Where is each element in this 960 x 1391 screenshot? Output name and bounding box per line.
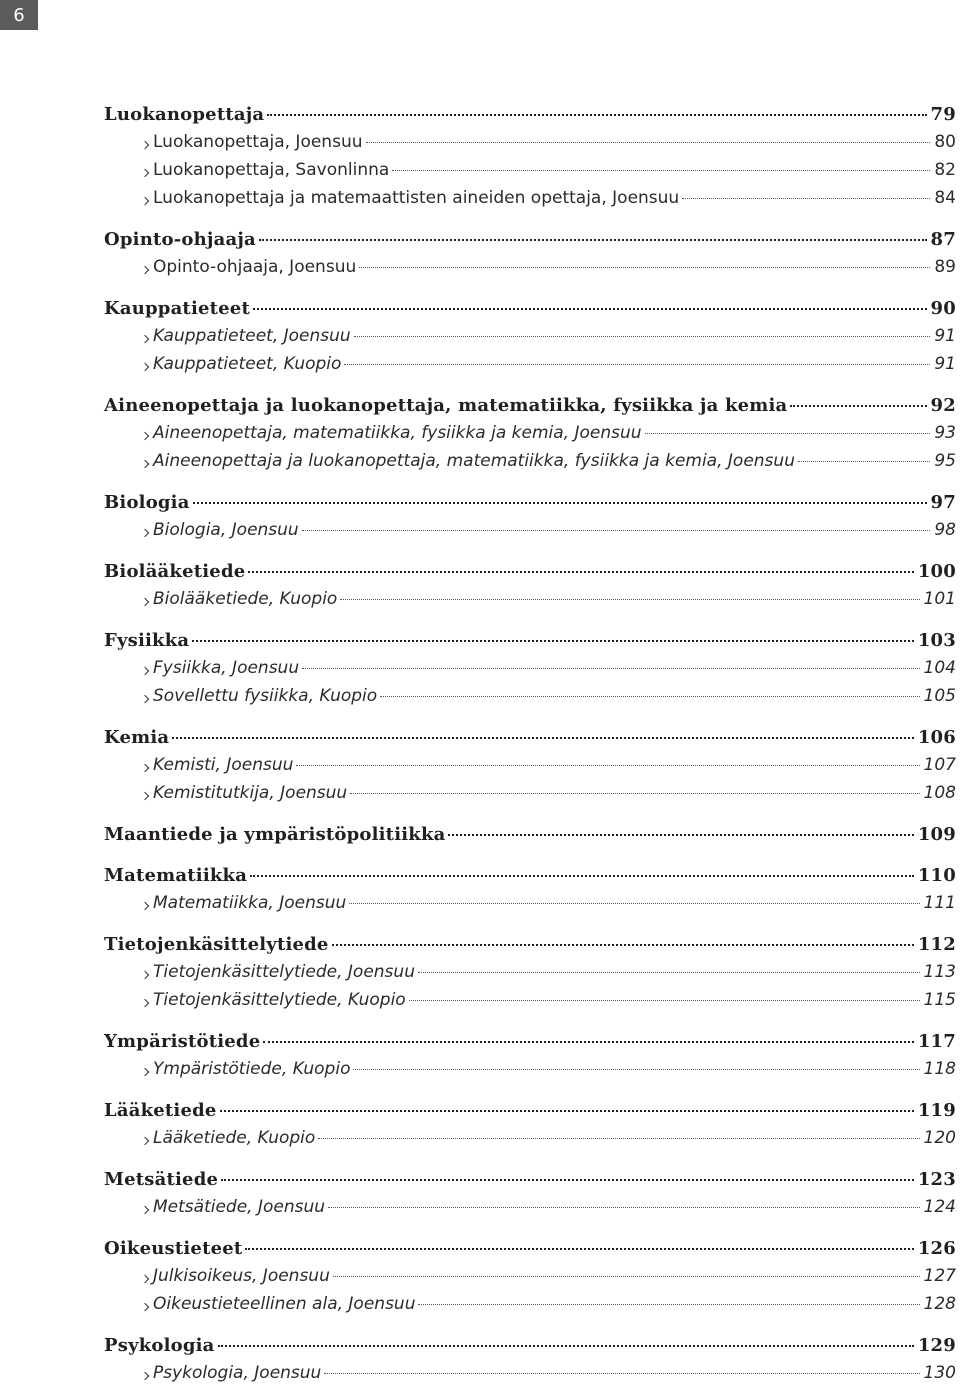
dot-leader <box>193 502 927 504</box>
dot-leader <box>409 1000 920 1001</box>
toc-subentry[interactable] <box>104 1128 956 1156</box>
toc-subentry[interactable] <box>104 1197 956 1225</box>
toc-section-title: Metsätiede <box>104 1169 221 1190</box>
dot-leader <box>448 834 913 836</box>
toc-subentry-title: Kauppatieteet, Joensuu <box>104 326 354 346</box>
dot-leader <box>790 405 926 407</box>
toc-subentry-page: 91 <box>930 326 956 346</box>
toc-subentry-page: 108 <box>920 783 956 803</box>
toc-subentry[interactable] <box>104 257 956 285</box>
dot-leader <box>221 1179 914 1181</box>
toc-section[interactable] <box>104 561 956 589</box>
toc-subentry[interactable] <box>104 589 956 617</box>
toc-subentry-page: 104 <box>920 658 956 678</box>
toc-section-page: 109 <box>914 824 956 845</box>
dot-leader <box>418 972 920 973</box>
section-gap <box>104 1156 956 1169</box>
toc-subentry-page: 113 <box>920 962 956 982</box>
dot-leader <box>418 1304 919 1305</box>
section-gap <box>104 479 956 492</box>
dot-leader <box>353 1069 919 1070</box>
toc-section[interactable] <box>104 1238 956 1266</box>
toc-section[interactable] <box>104 1031 956 1059</box>
dot-leader <box>248 571 913 573</box>
dot-leader <box>302 668 919 669</box>
toc-section-title: Oikeustieteet <box>104 1238 245 1259</box>
dot-leader <box>245 1248 913 1250</box>
toc-section-title: Opinto-ohjaaja <box>104 229 259 250</box>
toc-subentry[interactable] <box>104 520 956 548</box>
dot-leader <box>267 114 926 116</box>
dot-leader <box>259 239 927 241</box>
toc-subentry-title: Biolääketiede, Kuopio <box>104 589 340 609</box>
toc-subentry-title: Aineenopettaja, matematiikka, fysiikka ja kemia, Joensuu <box>104 423 645 443</box>
toc-subentry-page: 80 <box>930 132 956 152</box>
toc-subentry-page: 91 <box>930 354 956 374</box>
toc-subentry[interactable] <box>104 990 956 1018</box>
toc-section-title: Kauppatieteet <box>104 298 253 319</box>
toc-subentry[interactable] <box>104 783 956 811</box>
toc-section[interactable] <box>104 104 956 132</box>
toc-subentry-title: Luokanopettaja, Joensuu <box>104 132 366 152</box>
toc-section-title: Fysiikka <box>104 630 192 651</box>
toc-section-page: 97 <box>927 492 956 513</box>
toc-subentry[interactable] <box>104 893 956 921</box>
toc-section-page: 90 <box>927 298 956 319</box>
dot-leader <box>318 1138 919 1139</box>
section-gap <box>104 1322 956 1335</box>
dot-leader <box>340 599 919 600</box>
toc-subentry-page: 107 <box>920 755 956 775</box>
toc-subentry-page: 95 <box>930 451 956 471</box>
section-gap <box>104 921 956 934</box>
toc-subentry-title: Luokanopettaja ja matemaattisten aineiden opettaja, Joensuu <box>104 188 682 208</box>
toc-section-page: 87 <box>927 229 956 250</box>
dot-leader <box>798 461 930 462</box>
toc-subentry-title: Sovellettu fysiikka, Kuopio <box>104 686 380 706</box>
toc-subentry[interactable] <box>104 1294 956 1322</box>
toc-subentry[interactable] <box>104 132 956 160</box>
toc-section-page: 119 <box>914 1100 956 1121</box>
toc-section[interactable] <box>104 865 956 893</box>
dot-leader <box>392 170 930 171</box>
dot-leader <box>250 875 914 877</box>
toc-subentry-page: 127 <box>920 1266 956 1286</box>
dot-leader <box>253 308 927 310</box>
toc-section-title: Kemia <box>104 727 172 748</box>
section-gap <box>104 714 956 727</box>
toc-subentry-page: 105 <box>920 686 956 706</box>
toc-subentry-title: Psykologia, Joensuu <box>104 1363 324 1383</box>
toc-section-page: 100 <box>914 561 956 582</box>
section-gap <box>104 1087 956 1100</box>
toc-subentry-title: Fysiikka, Joensuu <box>104 658 302 678</box>
dot-leader <box>218 1345 914 1347</box>
toc-section-page: 123 <box>914 1169 956 1190</box>
toc-subentry-page: 128 <box>920 1294 956 1314</box>
section-gap <box>104 285 956 298</box>
toc-subentry-title: Luokanopettaja, Savonlinna <box>104 160 392 180</box>
dot-leader <box>302 530 931 531</box>
toc-section-title: Psykologia <box>104 1335 218 1356</box>
toc-section[interactable] <box>104 229 956 257</box>
toc-section-page: 126 <box>914 1238 956 1259</box>
toc-section-page: 129 <box>914 1335 956 1356</box>
toc-subentry[interactable] <box>104 423 956 451</box>
toc-subentry-page: 93 <box>930 423 956 443</box>
toc-subentry-title: Metsätiede, Joensuu <box>104 1197 328 1217</box>
toc-subentry[interactable] <box>104 1363 956 1391</box>
dot-leader <box>350 793 919 794</box>
toc-section-title: Aineenopettaja ja luokanopettaja, matematiikka, fysiikka ja kemia <box>104 395 790 416</box>
toc-section-page: 112 <box>914 934 956 955</box>
toc-section-title: Biolääketiede <box>104 561 248 582</box>
section-gap <box>104 617 956 630</box>
toc-subentry-title: Aineenopettaja ja luokanopettaja, matematiikka, fysiikka ja kemia, Joensuu <box>104 451 798 471</box>
dot-leader <box>172 737 914 739</box>
toc-subentry[interactable] <box>104 160 956 188</box>
toc-subentry[interactable] <box>104 658 956 686</box>
toc-subentry[interactable] <box>104 1266 956 1294</box>
toc-section[interactable] <box>104 395 956 423</box>
toc-subentry[interactable] <box>104 451 956 479</box>
dot-leader <box>263 1041 913 1043</box>
toc-section-page: 106 <box>914 727 956 748</box>
page-number-badge: 6 <box>0 0 38 30</box>
dot-leader <box>296 765 919 766</box>
toc-section[interactable] <box>104 298 956 326</box>
section-gap <box>104 852 956 865</box>
toc-section-page: 92 <box>927 395 956 416</box>
section-gap <box>104 548 956 561</box>
dot-leader <box>324 1373 919 1374</box>
toc-subentry-title: Kemistitutkija, Joensuu <box>104 783 350 803</box>
dot-leader <box>359 267 930 268</box>
toc-subentry[interactable] <box>104 755 956 783</box>
toc-section-title: Luokanopettaja <box>104 104 267 125</box>
toc-section-title: Maantiede ja ympäristöpolitiikka <box>104 824 448 845</box>
toc-section[interactable] <box>104 1100 956 1128</box>
toc-subentry-title: Lääketiede, Kuopio <box>104 1128 318 1148</box>
toc-subentry-title: Julkisoikeus, Joensuu <box>104 1266 333 1286</box>
toc-subentry-page: 89 <box>930 257 956 277</box>
toc-subentry-title: Matematiikka, Joensuu <box>104 893 349 913</box>
toc-subentry-page: 101 <box>920 589 956 609</box>
toc-section-title: Biologia <box>104 492 193 513</box>
toc-subentry[interactable] <box>104 326 956 354</box>
dot-leader <box>366 142 931 143</box>
dot-leader <box>354 336 931 337</box>
toc-subentry[interactable] <box>104 686 956 714</box>
section-gap <box>104 811 956 824</box>
dot-leader <box>220 1110 914 1112</box>
toc-section-title: Lääketiede <box>104 1100 220 1121</box>
toc-subentry-page: 82 <box>930 160 956 180</box>
toc-section-page: 110 <box>914 865 956 886</box>
section-gap <box>104 382 956 395</box>
toc-section[interactable] <box>104 934 956 962</box>
toc-section[interactable] <box>104 1335 956 1363</box>
dot-leader <box>645 433 931 434</box>
section-gap <box>104 216 956 229</box>
dot-leader <box>192 640 914 642</box>
toc-subentry-title: Oikeustieteellinen ala, Joensuu <box>104 1294 418 1314</box>
dot-leader <box>332 944 914 946</box>
toc-subentry-page: 84 <box>930 188 956 208</box>
toc-subentry-page: 120 <box>920 1128 956 1148</box>
toc-subentry-title: Opinto-ohjaaja, Joensuu <box>104 257 359 277</box>
toc-section[interactable] <box>104 727 956 755</box>
toc-section-page: 117 <box>914 1031 956 1052</box>
dot-leader <box>333 1276 920 1277</box>
dot-leader <box>328 1207 920 1208</box>
toc-subentry-title: Tietojenkäsittelytiede, Joensuu <box>104 962 418 982</box>
section-gap <box>104 1225 956 1238</box>
toc-subentry[interactable] <box>104 188 956 216</box>
toc-section-page: 103 <box>914 630 956 651</box>
toc-section[interactable] <box>104 630 956 658</box>
toc-section-title: Tietojenkäsittelytiede <box>104 934 332 955</box>
toc-subentry-title: Biologia, Joensuu <box>104 520 302 540</box>
toc-section-page: 79 <box>927 104 956 125</box>
toc-subentry-title: Kemisti, Joensuu <box>104 755 296 775</box>
toc-subentry-page: 124 <box>920 1197 956 1217</box>
toc-section-title: Matematiikka <box>104 865 250 886</box>
toc-section[interactable] <box>104 492 956 520</box>
toc-subentry-page: 118 <box>920 1059 956 1079</box>
toc-subentry-title: Tietojenkäsittelytiede, Kuopio <box>104 990 409 1010</box>
toc-section-title: Ympäristötiede <box>104 1031 263 1052</box>
dot-leader <box>380 696 919 697</box>
dot-leader <box>349 903 919 904</box>
toc-subentry-title: Ympäristötiede, Kuopio <box>104 1059 353 1079</box>
toc-subentry-page: 111 <box>920 893 956 913</box>
dot-leader <box>682 198 930 199</box>
section-gap <box>104 1018 956 1031</box>
dot-leader <box>344 364 930 365</box>
toc-section[interactable] <box>104 1169 956 1197</box>
toc-subentry-page: 98 <box>930 520 956 540</box>
toc-subentry-title: Kauppatieteet, Kuopio <box>104 354 344 374</box>
toc-subentry-page: 130 <box>920 1363 956 1383</box>
toc-subentry[interactable] <box>104 354 956 382</box>
toc-subentry-page: 115 <box>920 990 956 1010</box>
table-of-contents <box>104 104 956 1391</box>
toc-section[interactable] <box>104 824 956 852</box>
toc-subentry[interactable] <box>104 962 956 990</box>
toc-subentry[interactable] <box>104 1059 956 1087</box>
